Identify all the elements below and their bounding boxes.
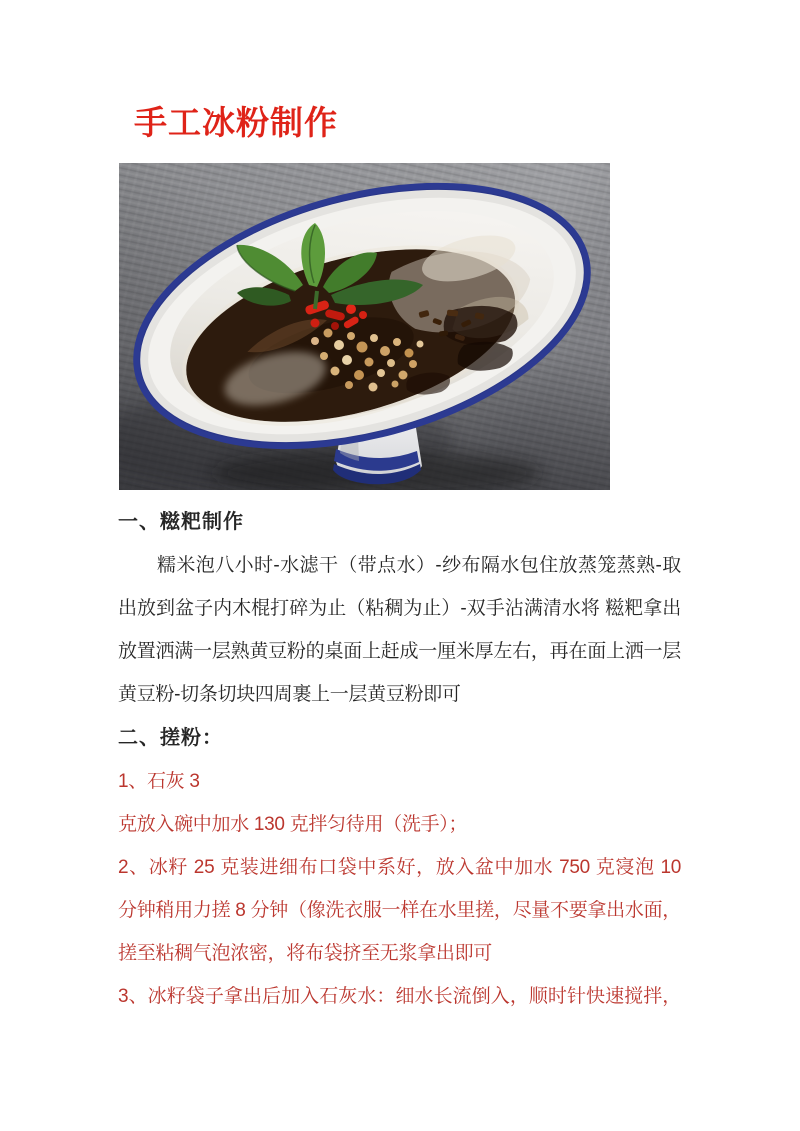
step1-line2: 克放入碗中加水 130 克拌匀待用（洗手）； xyxy=(118,814,468,835)
para1-line1: 糯米泡八小时-水滤干（带点水）-纱布隔水包住放蒸笼蒸熟-取 xyxy=(157,555,681,576)
para1-line4: 黄豆粉-切条切块四周裹上一层黄豆粉即可 xyxy=(118,684,461,705)
para1-line2: 出放到盆子内木棍打碎为止（粘稠为止）-双手沾满清水将 糍粑拿出 xyxy=(118,598,681,619)
step2-line1: 2、冰籽 25 克装进细布口袋中系好，放入盆中加水 750 克寖泡 10 xyxy=(118,857,681,878)
step2-line3: 搓至粘稠气泡浓密，将布袋挤至无浆拿出即可 xyxy=(118,943,493,964)
food-photo xyxy=(119,163,610,490)
step1-line1: 1、石灰 3 xyxy=(118,771,200,792)
food-photo-illustration xyxy=(119,163,610,490)
section1-heading: 一、糍粑制作 xyxy=(118,511,244,533)
section2-heading: 二、搓粉： xyxy=(118,727,223,749)
step3-line1: 3、冰籽袋子拿出后加入石灰水：细水长流倒入，顺时针快速搅拌， xyxy=(118,986,681,1007)
mint-stem xyxy=(315,291,317,309)
para1-line3: 放置洒满一层熟黄豆粉的桌面上赶成一厘米厚左右，再在面上洒一层 xyxy=(118,641,681,662)
recipe-content xyxy=(118,500,681,1018)
page-title: 手工冰粉制作 xyxy=(134,104,338,141)
step2-line2: 分钟稍用力搓 8 分钟（像洗衣服一样在水里搓，尽量不要拿出水面， xyxy=(118,900,681,921)
